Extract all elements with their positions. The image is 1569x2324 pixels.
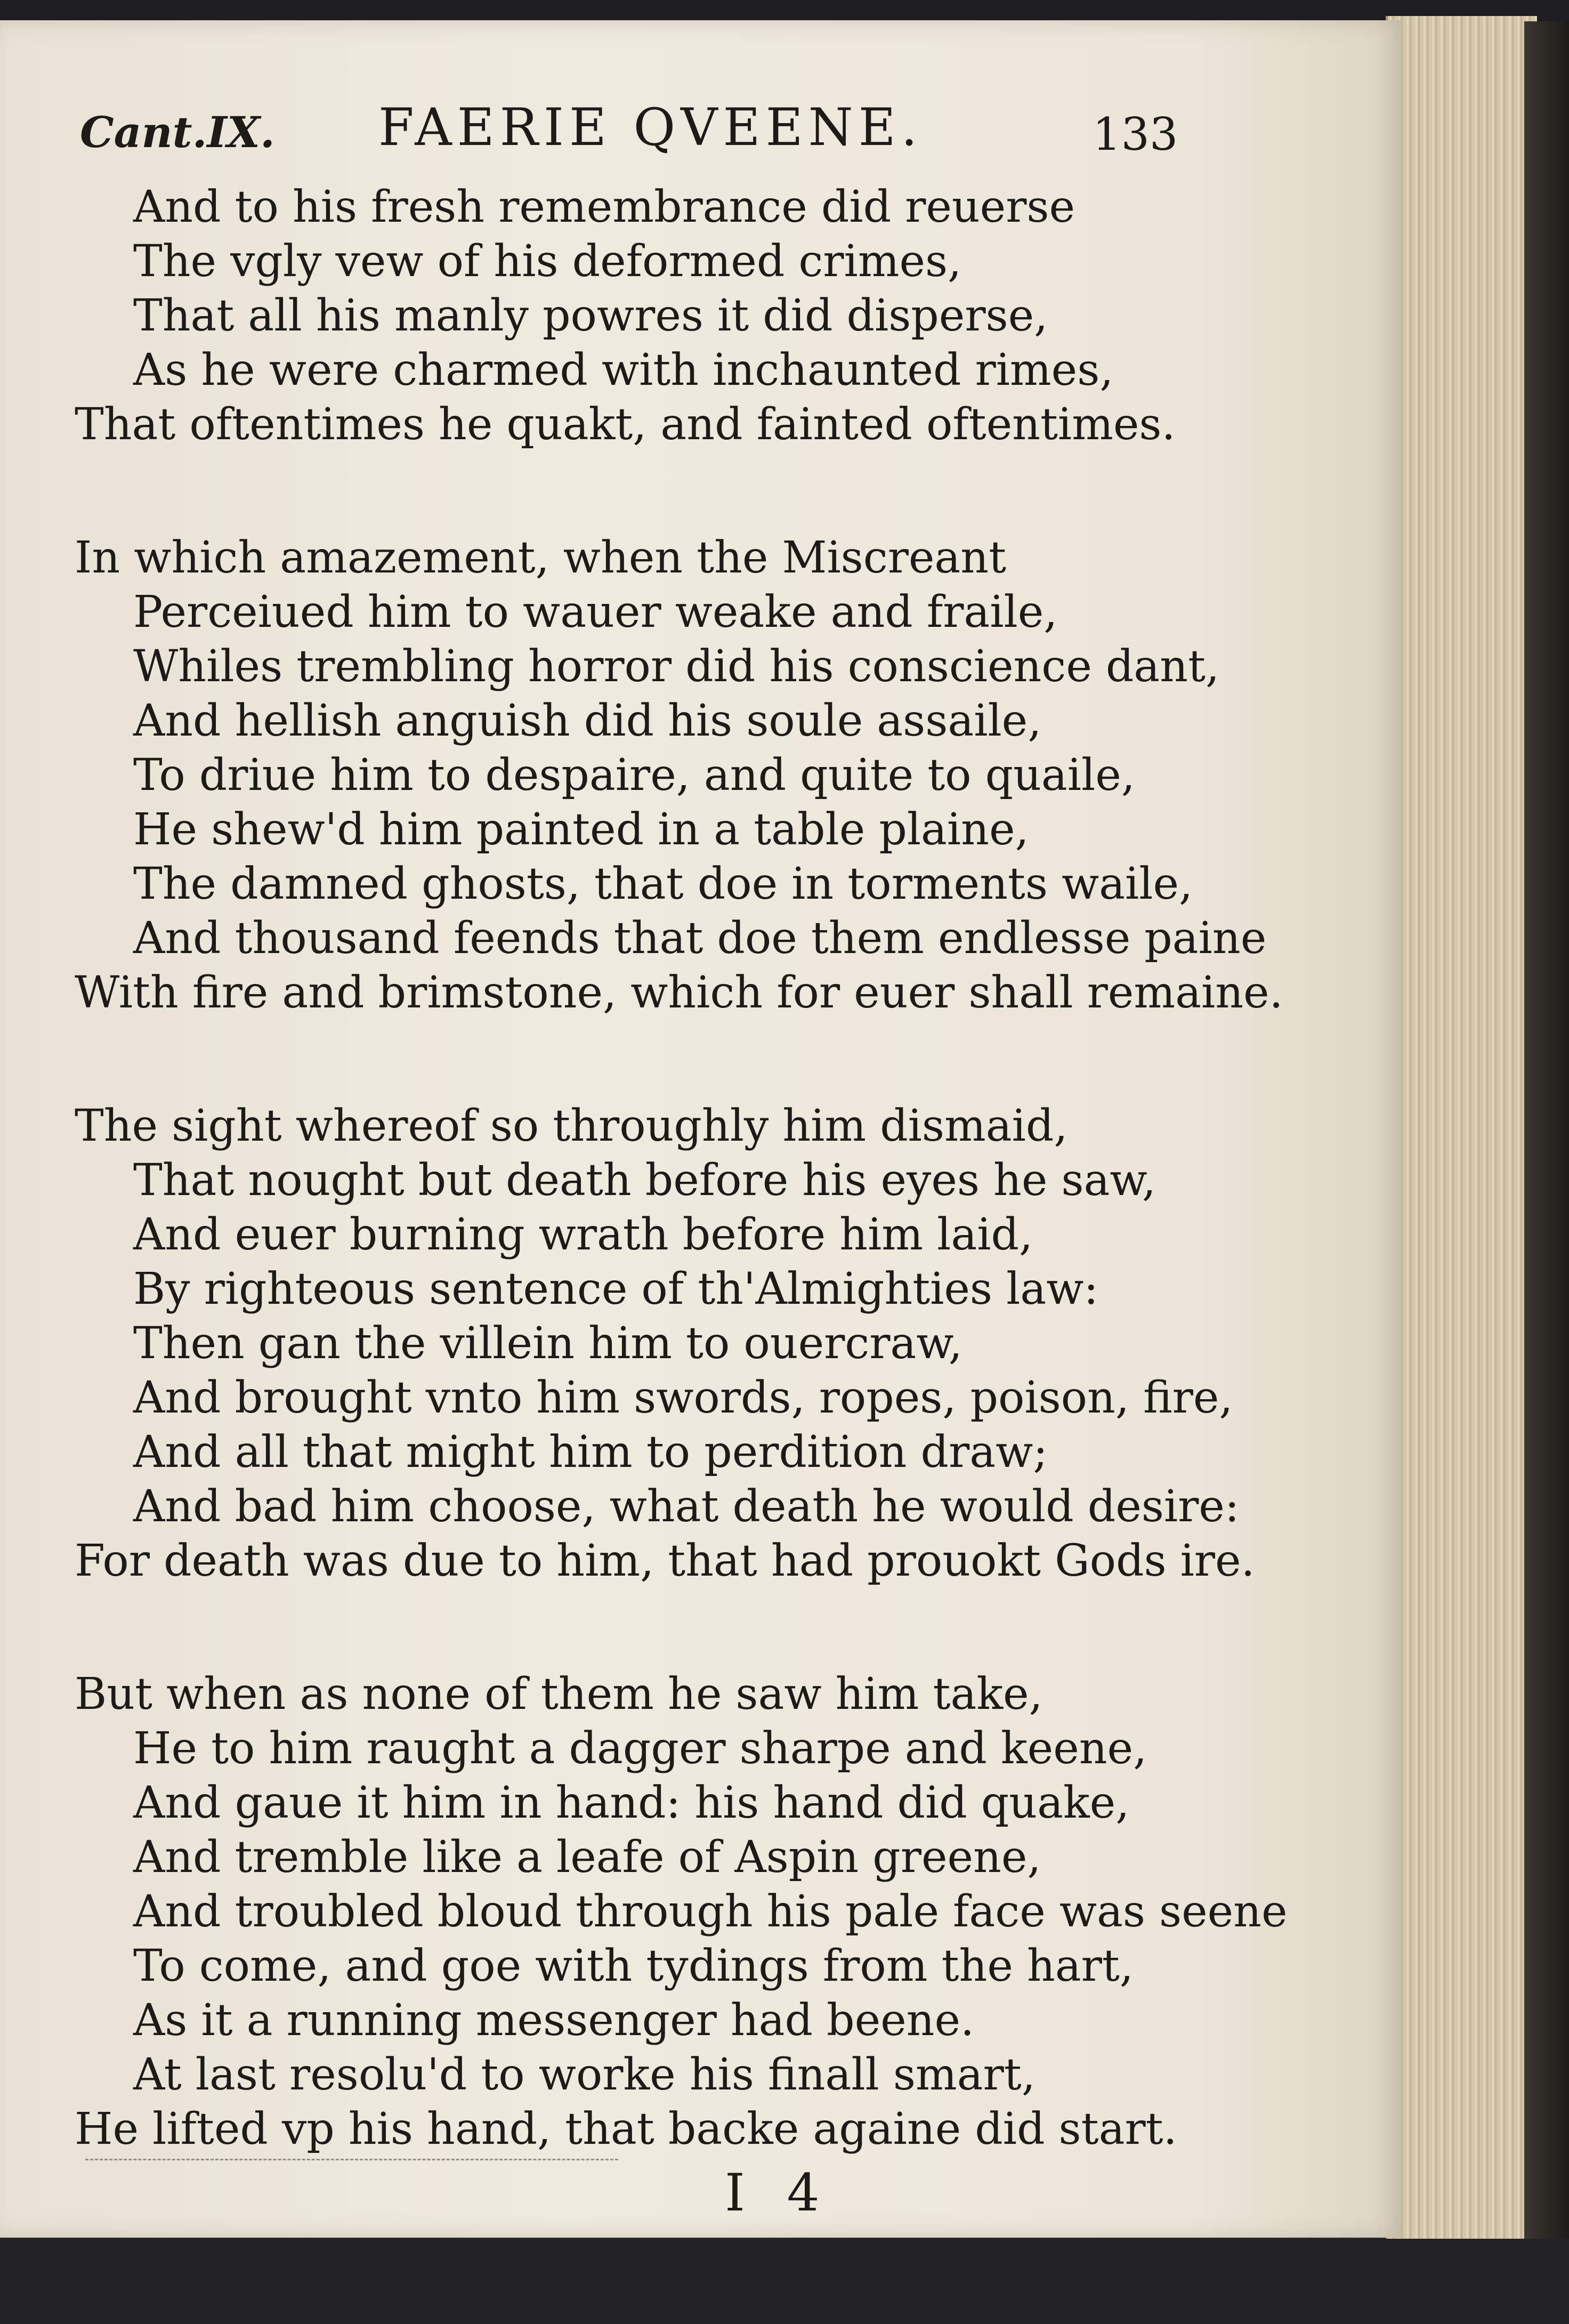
stanza	[75, 180, 1247, 452]
verse-line: By righteous sentence of th'Almighties law:	[133, 1264, 1099, 1314]
verse-line: Then gan the villein him to ouercraw,	[133, 1318, 963, 1369]
stanza	[75, 1099, 1255, 1588]
book-cover-edge	[1524, 21, 1569, 2249]
verse-line: And gaue it him in hand: his hand did quake,	[133, 1778, 1130, 1828]
page-number: 133	[1093, 108, 1178, 160]
verse-line: And bad him choose, what death he would desire:	[133, 1481, 1240, 1532]
book-fore-edge	[1386, 16, 1537, 2255]
verse-line: The vgly vew of his deformed crimes,	[133, 236, 962, 287]
verse-line: And to his fresh remembrance did reuerse	[133, 182, 1075, 232]
signature-mark: I 4	[725, 2163, 832, 2223]
verse-line: That all his manly powres it did disperse,	[133, 290, 1048, 341]
verse-line: For death was due to him, that had prouokt Gods ire.	[75, 1536, 1255, 1586]
book-page	[0, 20, 1402, 2238]
scan-background	[0, 0, 1569, 21]
verse-line: At last resolu'd to worke his finall smart,	[133, 2049, 1036, 2100]
verse-line: He to him raught a dagger sharpe and keene,	[133, 1723, 1147, 1774]
verse-line: And hellish anguish did his soule assaile,	[133, 696, 1042, 746]
verse-line: He shew'd him painted in a table plaine,	[133, 804, 1029, 855]
verse-line: And thousand feends that doe them endlesse paine	[133, 913, 1267, 964]
verse-line: And euer burning wrath before him laid,	[133, 1209, 1033, 1260]
scan-background-bottom	[0, 2239, 1569, 2324]
verse-line: Whiles trembling horror did his conscience dant,	[133, 641, 1220, 692]
verse-line: That nought but death before his eyes he saw,	[133, 1155, 1156, 1206]
verse-line: With fire and brimstone, which for euer shall remaine.	[75, 967, 1283, 1018]
verse-line: As it a running messenger had beene.	[133, 1995, 975, 2046]
verse-line: And troubled bloud through his pale face was seene	[133, 1886, 1288, 1937]
verse-line: To come, and goe with tydings from the hart,	[133, 1941, 1134, 1991]
stanza	[75, 1667, 1288, 2157]
verse-line: To driue him to despaire, and quite to quaile,	[133, 750, 1135, 801]
verse-line: He lifted vp his hand, that backe againe did start.	[75, 2104, 1177, 2154]
verse-line: As he were charmed with inchaunted rimes,	[133, 345, 1114, 396]
verse-line: In which amazement, when the Miscreant	[75, 532, 1007, 583]
verse-line: And all that might him to perdition draw;	[133, 1427, 1048, 1478]
running-head	[80, 98, 1226, 160]
verse-line: Perceiued him to wauer weake and fraile,	[133, 587, 1058, 638]
book-title: FAERIE QVEENE.	[378, 98, 923, 157]
verse-line: But when as none of them he saw him take,	[75, 1669, 1043, 1720]
verse-line: That oftentimes he quakt, and fainted oftentimes.	[75, 399, 1176, 450]
verse-line: The sight whereof so throughly him dismaid,	[75, 1101, 1068, 1151]
verse-line: And tremble like a leafe of Aspin greene,	[133, 1832, 1041, 1883]
verse-line: And brought vnto him swords, ropes, poison, fire,	[133, 1373, 1233, 1423]
divider	[85, 2159, 618, 2160]
verse-line: The damned ghosts, that doe in torments waile,	[133, 859, 1193, 909]
poem-text	[75, 180, 1288, 2157]
canto-number: Cant.IX.	[80, 107, 275, 157]
stanza	[75, 531, 1283, 1020]
